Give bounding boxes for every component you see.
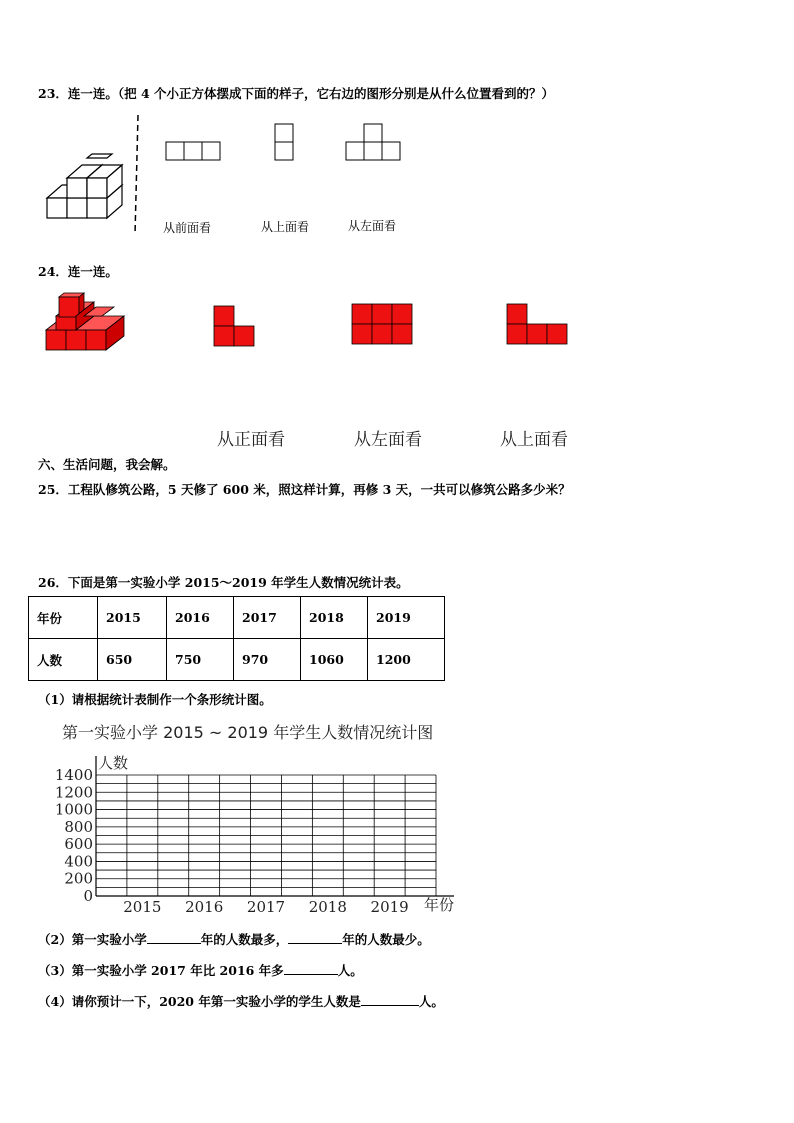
- q26-sub4-a: （4）请你预计一下，2020 年第一实验小学的学生人数是: [38, 994, 361, 1009]
- table-cell: 年份: [29, 597, 98, 639]
- q23-left-view: [346, 124, 400, 160]
- chart-y-ticks: [55, 766, 93, 905]
- q23-label-left: 从左面看: [348, 219, 397, 233]
- q24-view-c: [507, 304, 567, 344]
- answer-blank[interactable]: [284, 962, 338, 975]
- section-6-heading: 六、生活问题，我会解。: [38, 457, 176, 472]
- chart-x-label: 年份: [424, 896, 455, 914]
- x-tick-label: 2019: [370, 898, 409, 916]
- q24-label-left: 从左面看: [354, 430, 422, 450]
- answer-blank[interactable]: [147, 931, 201, 944]
- table-cell: 2018: [301, 597, 368, 639]
- table-cell: 1060: [301, 639, 368, 681]
- chart-grid: [96, 775, 436, 896]
- table-cell: 750: [167, 639, 234, 681]
- q24-view-b: [352, 304, 412, 344]
- q23-top-view: [275, 124, 293, 160]
- y-tick-label: 0: [83, 887, 93, 905]
- q26-sub4-b: 人。: [418, 994, 444, 1009]
- table-cell: 2016: [167, 597, 234, 639]
- q24-text: 24．连一连。: [38, 264, 118, 279]
- q24-label-front: 从正面看: [217, 430, 285, 450]
- table-cell: 2015: [98, 597, 167, 639]
- q26-sub2-a: （2）第一实验小学: [38, 932, 147, 947]
- q24-view-a: [214, 306, 254, 346]
- table-cell: 650: [98, 639, 167, 681]
- q26-table: [28, 596, 445, 681]
- q26-sub2-c: 年的人数最少。: [342, 932, 430, 947]
- y-tick-label: 1400: [54, 766, 93, 784]
- x-tick-label: 2018: [308, 898, 347, 916]
- table-cell: 1200: [368, 639, 445, 681]
- q23-front-view: [166, 142, 220, 160]
- answer-blank[interactable]: [288, 931, 342, 944]
- y-tick-label: 800: [64, 817, 93, 836]
- q26-text: 26．下面是第一实验小学 2015～2019 年学生人数情况统计表。: [38, 575, 409, 590]
- q24-red-block: [46, 293, 124, 350]
- y-tick-label: 1200: [54, 783, 93, 802]
- table-cell: 970: [234, 639, 301, 681]
- q26-sub2: [38, 930, 430, 948]
- y-tick-label: 600: [64, 835, 93, 854]
- q26-sub2-b: 年的人数最多，: [200, 932, 289, 947]
- table-row: [29, 597, 445, 639]
- y-tick-label: 1000: [54, 800, 93, 819]
- y-tick-label: 200: [64, 869, 93, 888]
- chart-title: 第一实验小学 2015 ~ 2019 年学生人数情况统计图: [62, 723, 434, 742]
- q26-sub1: （1）请根据统计表制作一个条形统计图。: [38, 692, 272, 707]
- table-cell: 2019: [368, 597, 445, 639]
- q26-sub3: [38, 961, 363, 979]
- chart-axes: [96, 756, 454, 896]
- q24-label-top: 从上面看: [500, 430, 568, 450]
- x-tick-label: 2017: [246, 898, 286, 916]
- q23-text: 23．连一连。（把 4 个小正方体摆成下面的样子，它右边的图形分别是从什么位置看到的？）: [38, 86, 555, 101]
- q26-sub3-a: （3）第一实验小学 2017 年比 2016 年多: [38, 963, 284, 978]
- q24-figures: [44, 290, 584, 360]
- q25-text: 25．工程队修筑公路，5 天修了 600 米，照这样计算，再修 3 天，一共可以修筑公路多少米？: [38, 482, 571, 497]
- q23-label-top: 从上面看: [261, 220, 310, 234]
- q23-cube-stack: [47, 154, 122, 218]
- table-row: [29, 639, 445, 681]
- x-tick-label: 2015: [123, 898, 162, 916]
- answer-blank[interactable]: [361, 993, 419, 1006]
- q26-sub3-b: 人。: [337, 963, 363, 978]
- q23-label-front: 从前面看: [163, 221, 212, 235]
- table-cell: 2017: [234, 597, 301, 639]
- table-cell: 人数: [29, 639, 98, 681]
- chart-x-ticks: [123, 898, 408, 916]
- chart-y-label: 人数: [98, 754, 129, 772]
- bar-chart: [40, 750, 470, 920]
- x-tick-label: 2016: [185, 898, 224, 916]
- y-tick-label: 400: [64, 852, 93, 871]
- q26-sub4: [38, 992, 444, 1010]
- q23-divider: [135, 115, 138, 235]
